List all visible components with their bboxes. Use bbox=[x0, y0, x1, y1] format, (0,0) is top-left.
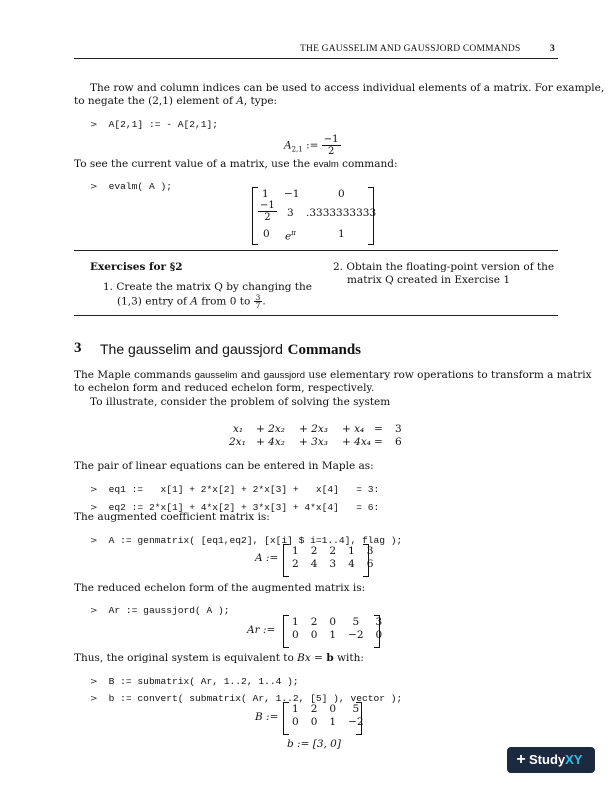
command-eq2: eq2 := 2*x[1] + 4*x[2] + 3*x[3] + 4*x[4] = 6: bbox=[108, 502, 380, 513]
matrix-b-label: B := bbox=[255, 711, 279, 723]
matrix-a-cell: 0 bbox=[338, 188, 345, 200]
equation-2-term: + 4x₂ bbox=[256, 436, 285, 448]
exercises-rule-bottom bbox=[74, 315, 558, 316]
paragraph-maple-commands-cont: to echelon form and reduced echelon form, respectively. bbox=[74, 382, 375, 394]
paragraph-indices-cont: to negate the (2,1) element of A, type: bbox=[74, 95, 278, 107]
matrix-a-cell-fraction: $\frac{-1}{2}$ bbox=[260, 200, 275, 223]
matrix-b: 1 2 0 5 0 0 1 −2 bbox=[292, 703, 364, 728]
section-title: The gausselim and gaussjord Commands bbox=[100, 341, 362, 358]
command-eq1: eq1 := x[1] + 2*x[2] + 2*x[3] + x[4] = 3: bbox=[108, 484, 380, 495]
matrix-a-cell-exp: $e^\pi$ bbox=[285, 229, 296, 243]
input-line-2: > evalm( A ); bbox=[90, 181, 172, 192]
matrix-ar: 1 2 0 5 3 0 0 1 −2 0 bbox=[292, 616, 383, 641]
equation-1-term: + 2x₂ bbox=[256, 423, 285, 435]
exercises-rule-top bbox=[74, 250, 558, 251]
result-negate: $A_{2,1}$ := $\frac{-1}{2}$ bbox=[284, 134, 339, 157]
matrix-a-cell: .3333333333 bbox=[306, 207, 377, 219]
equation-1-rhs: 3 bbox=[395, 423, 402, 435]
input-line-eq1: > eq1 := x[1] + 2*x[2] + 2*x[3] + x[4] = 3: bbox=[90, 484, 380, 495]
brand-xy: XY bbox=[565, 752, 583, 767]
input-line-eq2: > eq2 := 2*x[1] + 4*x[2] + 3*x[3] + 4*x[4] = 6: bbox=[90, 502, 380, 513]
equation-2-term: 2x₁ bbox=[229, 436, 246, 448]
section-number: 3 bbox=[74, 340, 82, 356]
page-number: 3 bbox=[550, 44, 555, 54]
command-convert: b := convert( submatrix( Ar, 1..2, [5] ), vector ); bbox=[108, 693, 403, 704]
paragraph-equivalent: Thus, the original system is equivalent to Bx = b with: bbox=[74, 652, 364, 664]
equation-2-equals: = bbox=[374, 436, 383, 448]
exercise-2-line-1: 2. Obtain the floating-point version of the bbox=[333, 261, 555, 273]
command-genmatrix: A := genmatrix( [eq1,eq2], [x[i] $ i=1..4], flag ); bbox=[108, 535, 403, 546]
matrix-a-augmented: 1 2 2 1 3 2 4 3 4 6 bbox=[292, 545, 374, 570]
running-title: THE GAUSSELIM AND GAUSSJORD COMMANDS bbox=[300, 44, 521, 54]
exercises-title: Exercises for §2 bbox=[90, 261, 183, 273]
exercise-2-line-2: matrix Q created in Exercise 1 bbox=[347, 274, 511, 286]
matrix-a-cell: 0 bbox=[263, 228, 270, 240]
command-negate: A[2,1] := - A[2,1]; bbox=[108, 119, 219, 130]
paragraph-maple-commands: The Maple commands gausselim and gaussjord use elementary row operations to transform a matrix bbox=[74, 369, 592, 381]
paragraph-pair: The pair of linear equations can be entered in Maple as: bbox=[74, 460, 374, 472]
equation-1-term: + x₄ bbox=[342, 423, 365, 435]
prompt-symbol: > bbox=[90, 120, 98, 130]
exercise-1-line-2: (1,3) entry of A from 0 to $\frac{3}{7}$ . bbox=[117, 293, 266, 310]
header-rule bbox=[74, 58, 558, 59]
command-gaussjord: Ar := gaussjord( A ); bbox=[108, 605, 230, 616]
paragraph-evalm: To see the current value of a matrix, use the evalm command: bbox=[74, 158, 398, 170]
matrix-a-cell: 3 bbox=[287, 207, 294, 219]
studyxy-badge[interactable] bbox=[507, 747, 595, 773]
equation-1-equals: = bbox=[374, 423, 383, 435]
command-evalm: evalm( A ); bbox=[108, 181, 172, 192]
brand-study: Study bbox=[529, 752, 566, 767]
input-line-convert: > b := convert( submatrix( Ar, 1..2, [5] ), vector ); bbox=[90, 693, 403, 704]
command-submatrix: B := submatrix( Ar, 1..2, 1..4 ); bbox=[108, 676, 299, 687]
matrix-ar-label: Ar := bbox=[247, 624, 276, 636]
input-line-genmatrix: > A := genmatrix( [eq1,eq2], [x[i] $ i=1..4], flag ); bbox=[90, 535, 403, 546]
exercise-1-line-1: 1. Create the matrix Q by changing the bbox=[103, 281, 312, 293]
paragraph-indices: The row and column indices can be used to access individual elements of a matrix. For example, bbox=[90, 82, 605, 94]
equation-1: x₁ bbox=[233, 423, 244, 435]
matrix-a-cell: 1 bbox=[338, 228, 345, 240]
input-line-submatrix: > B := submatrix( Ar, 1..2, 1..4 ); bbox=[90, 676, 299, 687]
matrix-a-label: A := bbox=[255, 552, 279, 564]
equation-2-term: + 4x₄ bbox=[342, 436, 371, 448]
matrix-a-cell: −1 bbox=[284, 188, 300, 200]
input-line-1 bbox=[90, 112, 218, 131]
plus-icon: + bbox=[516, 751, 526, 768]
equation-2-term: + 3x₃ bbox=[299, 436, 328, 448]
equation-1-term: + 2x₃ bbox=[299, 423, 328, 435]
matrix-a-cell: 1 bbox=[262, 188, 269, 200]
input-line-gaussjord: > Ar := gaussjord( A ); bbox=[90, 605, 230, 616]
vector-b-result: b := [3, 0] bbox=[287, 738, 341, 750]
paragraph-augmented: The augmented coefficient matrix is: bbox=[74, 511, 270, 523]
equation-2-rhs: 6 bbox=[395, 436, 402, 448]
paragraph-reduced: The reduced echelon form of the augmented matrix is: bbox=[74, 582, 366, 594]
paragraph-illustrate: To illustrate, consider the problem of solving the system bbox=[90, 396, 391, 408]
